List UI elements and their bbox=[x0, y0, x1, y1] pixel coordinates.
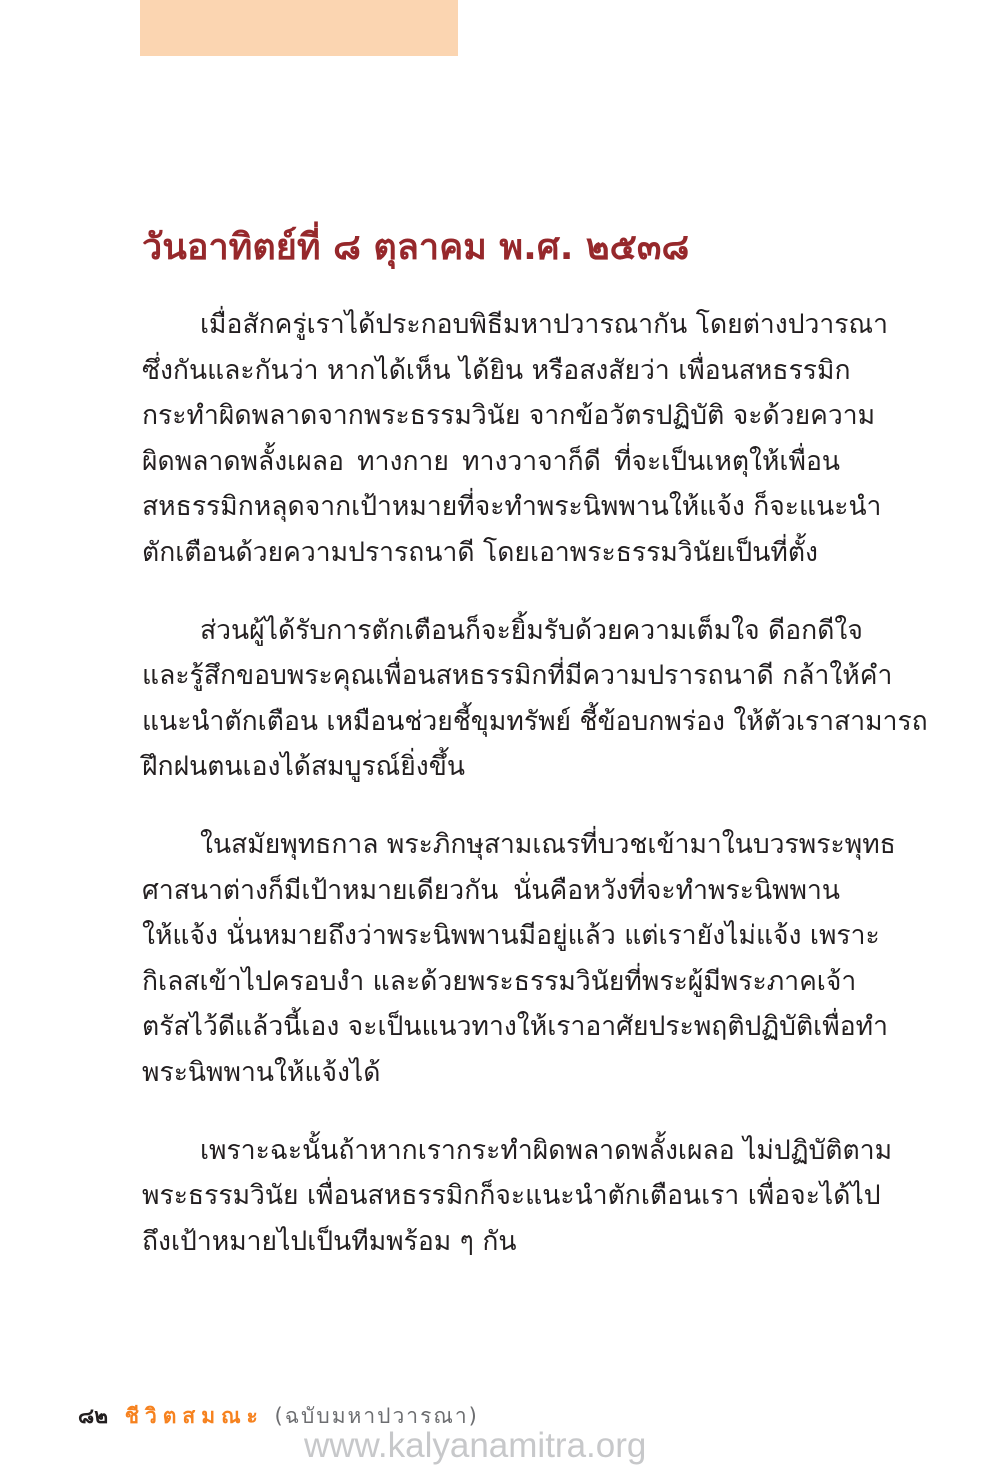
paragraph-2 bbox=[142, 608, 928, 790]
paragraph-line: ให้แจ้ง นั่นหมายถึงว่าพระนิพพานมีอยู่แล้ว แต่เรายังไม่แจ้ง เพราะ bbox=[142, 920, 880, 952]
page-heading: วันอาทิตย์ที่ ๘ ตุลาคม พ.ศ. ๒๕๓๘ bbox=[142, 227, 690, 268]
paragraph-line: ผิดพลาดพลั้งเผลอ ทางกาย ทางวาจาก็ดี ที่จะเป็นเหตุให้เพื่อน bbox=[142, 445, 840, 477]
paragraph-line: ถึงเป้าหมายไปเป็นทีมพร้อม ๆ กัน bbox=[142, 1225, 517, 1257]
page-number: ๘๒ bbox=[78, 1404, 109, 1428]
page-content bbox=[142, 218, 928, 1296]
paragraph-line: ในสมัยพุทธกาล พระภิกษุสามเณรที่บวชเข้ามาในบวรพระพุทธ bbox=[200, 828, 896, 860]
book-title: ชีวิตสมณะ bbox=[124, 1404, 264, 1428]
paragraph-line: ศาสนาต่างก็มีเป้าหมายเดียวกัน นั่นคือหวังที่จะทำพระนิพพาน bbox=[142, 874, 840, 906]
paragraph-line: ซึ่งกันและกันว่า หากได้เห็น ได้ยิน หรือสงสัยว่า เพื่อนสหธรรมิก bbox=[142, 354, 851, 386]
paragraph-line: กระทำผิดพลาดจากพระธรรมวินัย จากข้อวัตรปฏิบัติ จะด้วยความ bbox=[142, 400, 876, 432]
paragraph-line: พระนิพพานให้แจ้งได้ bbox=[142, 1056, 381, 1088]
paragraph-line: ตักเตือนด้วยความปรารถนาดี โดยเอาพระธรรมวินัยเป็นที่ตั้ง bbox=[142, 536, 818, 568]
paragraph-line: ส่วนผู้ได้รับการตักเตือนก็จะยิ้มรับด้วยความเต็มใจ ดีอกดีใจ bbox=[200, 614, 863, 646]
paragraph-1 bbox=[142, 302, 889, 576]
paragraph-line: แนะนำตักเตือน เหมือนช่วยชี้ขุมทรัพย์ ชี้ข้อบกพร่อง ให้ตัวเราสามารถ bbox=[142, 705, 928, 737]
paragraph-4 bbox=[142, 1128, 893, 1265]
website-watermark: www.kalyanamitra.org bbox=[304, 1426, 647, 1465]
paragraph-line: พระธรรมวินัย เพื่อนสหธรรมิกก็จะแนะนำตักเตือนเรา เพื่อจะได้ไป bbox=[142, 1180, 881, 1212]
paragraph-line: ฝึกฝนตนเองได้สมบูรณ์ยิ่งขึ้น bbox=[142, 751, 465, 783]
paragraph-line: เมื่อสักครู่เราได้ประกอบพิธีมหาปวารณากัน โดยต่างปวารณา bbox=[200, 309, 889, 340]
paragraph-line: และรู้สึกขอบพระคุณเพื่อนสหธรรมิกที่มีความปรารถนาดี กล้าให้คำ bbox=[142, 660, 893, 692]
paragraph-line: ตรัสไว้ดีแล้วนี้เอง จะเป็นแนวทางให้เราอาศัยประพฤติปฏิบัติเพื่อทำ bbox=[142, 1011, 888, 1043]
paragraph-3 bbox=[142, 822, 896, 1096]
book-subtitle: (ฉบับมหาปวารณา) bbox=[274, 1404, 479, 1428]
paragraph-line: สหธรรมิกหลุดจากเป้าหมายที่จะทำพระนิพพานให้แจ้ง ก็จะแนะนำ bbox=[142, 491, 882, 523]
paragraph-line: กิเลสเข้าไปครอบงำ และด้วยพระธรรมวินัยที่พระผู้มีพระภาคเจ้า bbox=[142, 965, 857, 997]
top-color-tab bbox=[140, 0, 458, 56]
paragraph-line: เพราะฉะนั้นถ้าหากเรากระทำผิดพลาดพลั้งเผลอ ไม่ปฏิบัติตาม bbox=[200, 1134, 893, 1166]
